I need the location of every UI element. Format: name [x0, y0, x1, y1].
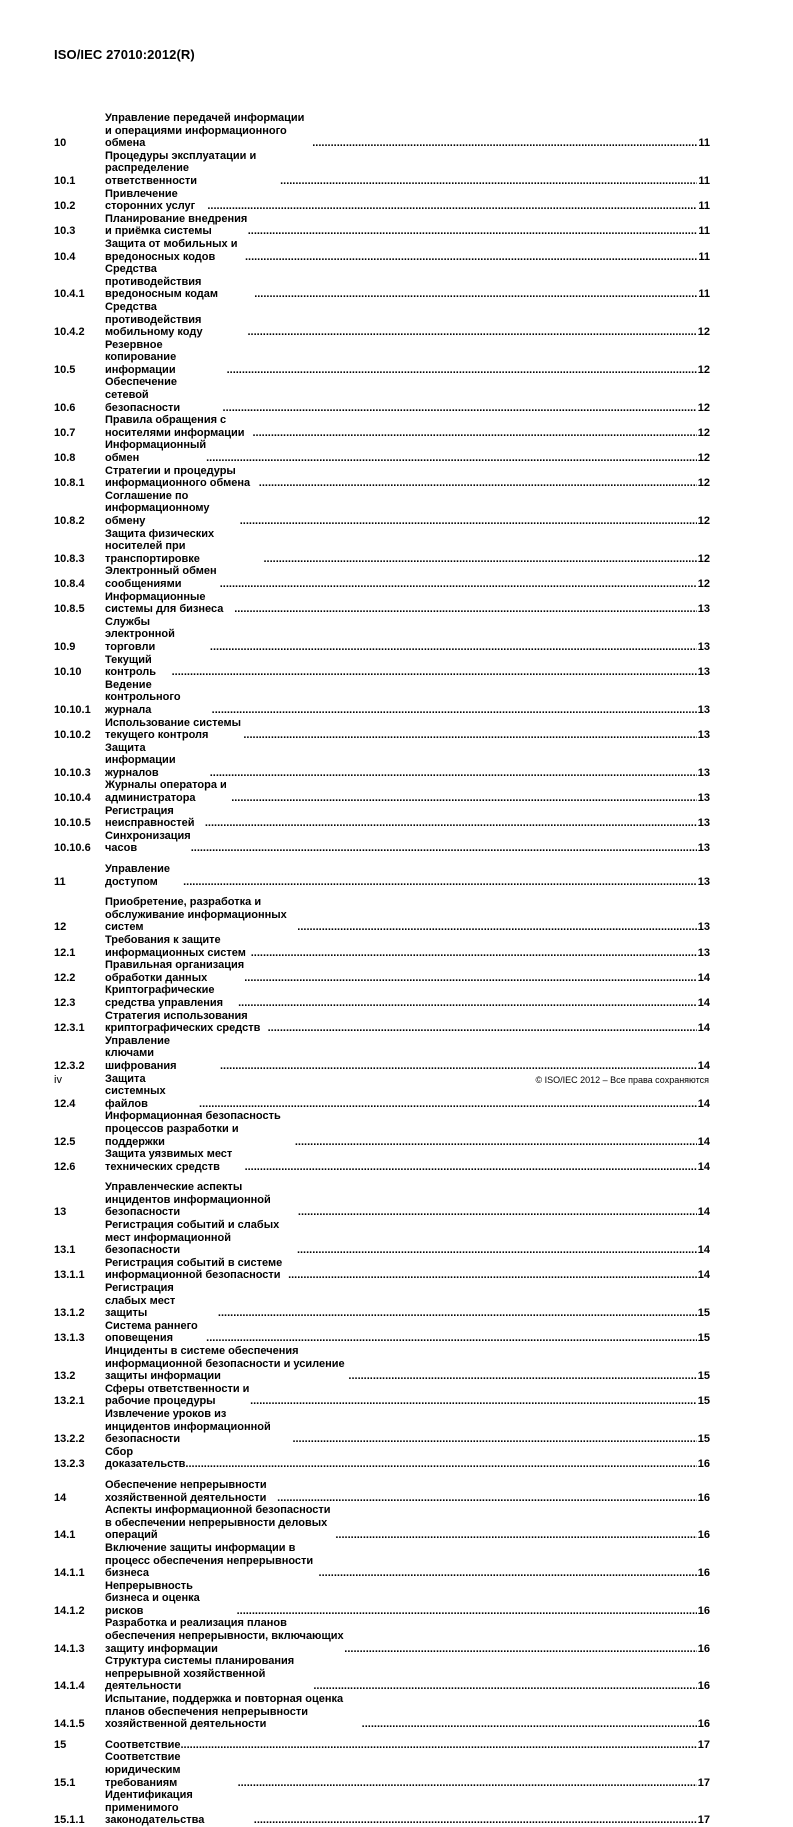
toc-entry-page: 15	[697, 1395, 710, 1408]
toc-entry-number: 13.1.1	[54, 1269, 85, 1282]
toc-leader-dots	[220, 1060, 697, 1073]
toc-entry-number: 12.3.1	[54, 1022, 85, 1035]
toc-entry-title: Структура системы планирования непрерывной хозяйственной деятельности	[105, 1655, 295, 1693]
toc-entry-number: 15	[54, 1738, 67, 1751]
toc-entry-title: Испытание, поддержка и повторная оценка планов обеспечения непрерывности хозяйственной деятельности	[105, 1693, 344, 1731]
toc-entry-title: Разработка и реализация планов обеспечения непрерывности, включающих защиту информации	[105, 1617, 344, 1655]
toc-entry-number: 12.4	[54, 1097, 76, 1110]
toc-leader-dots	[312, 137, 697, 150]
toc-entry-page: 13	[697, 703, 710, 716]
toc-entry-title: Обеспечение непрерывности хозяйственной деятельности	[105, 1478, 267, 1504]
toc-entry[interactable]	[54, 465, 710, 490]
toc-entry-number: 10.3	[54, 225, 76, 238]
toc-entry-number: 10.10.1	[54, 703, 91, 716]
toc-entry-title: Инциденты в системе обеспечения информационной безопасности и усиление защиты информации	[105, 1345, 345, 1383]
toc-entry-number: 13.2.1	[54, 1395, 85, 1408]
toc-entry-number: 10.2	[54, 200, 76, 213]
toc-entry-title: Извлечение уроков из инцидентов информационной безопасности	[105, 1407, 271, 1446]
toc-entry-number: 15.1.1	[54, 1814, 85, 1827]
toc-entry-title: Включение защиты информации в процесс обеспечения непрерывности бизнеса	[105, 1541, 314, 1580]
table-of-contents	[54, 112, 710, 1827]
toc-entry-number: 10.7	[54, 426, 76, 439]
toc-entry-page: 14	[697, 1206, 710, 1219]
toc-entry-title: Криптографические средства управления	[105, 984, 224, 1009]
toc-entry[interactable]	[54, 1617, 710, 1655]
toc-entry-page: 11	[698, 250, 710, 263]
toc-entry-page: 17	[697, 1776, 710, 1789]
toc-entry-page: 14	[697, 1022, 710, 1035]
toc-entry-title: Средства противодействия мобильному коду	[105, 300, 203, 339]
toc-entry-title: Соответствие юридическим требованиям	[105, 1751, 181, 1789]
toc-entry-title: Ведение контрольного журнала	[105, 678, 181, 716]
toc-entry-number: 13.1	[54, 1244, 76, 1257]
toc-entry-title: Управление доступом	[105, 863, 171, 888]
toc-entry-page: 11	[698, 137, 710, 150]
toc-entry-number: 10.8.2	[54, 515, 85, 527]
toc-entry-number: 12.3	[54, 996, 76, 1009]
toc-entry-number: 14.1.1	[54, 1567, 85, 1580]
toc-leader-dots	[210, 767, 697, 780]
toc-leader-dots	[254, 1814, 697, 1827]
toc-leader-dots	[237, 1605, 697, 1618]
toc-entry[interactable]	[54, 830, 710, 855]
toc-leader-dots	[335, 1529, 696, 1542]
toc-entry-page: 13	[697, 946, 710, 959]
toc-leader-dots	[199, 1098, 697, 1111]
toc-entry-page: 15	[697, 1370, 710, 1383]
toc-entry-title: Соответствие	[105, 1738, 181, 1751]
toc-entry[interactable]	[54, 1542, 710, 1580]
toc-entry-title: Резервное копирование информации	[105, 338, 177, 376]
toc-leader-dots	[223, 402, 697, 415]
toc-leader-dots	[280, 175, 697, 188]
toc-entry-title: Управленческие аспекты инцидентов информационной безопасности	[105, 1181, 271, 1219]
toc-entry-page: 13	[697, 921, 710, 934]
toc-entry-number: 13	[54, 1206, 67, 1219]
toc-entry-page: 16	[697, 1642, 710, 1655]
toc-entry-title: Аспекты информационной безопасности в обеспечении непрерывности деловых операций	[105, 1504, 331, 1542]
toc-entry-page: 12	[697, 515, 710, 527]
toc-entry-number: 10.1	[54, 174, 76, 187]
toc-entry-title: Журналы оператора и администратора	[105, 779, 227, 805]
toc-entry[interactable]	[54, 779, 710, 804]
toc-entry-title: Информационный обмен	[105, 439, 207, 465]
toc-entry-page: 16	[697, 1567, 710, 1580]
toc-leader-dots	[295, 1136, 697, 1149]
toc-entry-title: Средства противодействия вредоносным кодам	[105, 263, 219, 301]
toc-entry-title: Непрерывность бизнеса и оценка рисков	[105, 1579, 200, 1617]
toc-leader-dots	[185, 1458, 696, 1471]
toc-leader-dots	[297, 921, 696, 934]
toc-entry[interactable]	[54, 1345, 710, 1383]
toc-entry-title: Защита физических носителей при транспортировке	[105, 527, 215, 565]
toc-entry-page: 12	[697, 552, 710, 565]
toc-entry-number: 12.5	[54, 1135, 76, 1148]
toc-entry[interactable]	[54, 528, 710, 566]
toc-leader-dots	[248, 225, 698, 238]
toc-entry-page: 13	[697, 875, 710, 888]
toc-entry-title: Привлечение сторонних услуг	[105, 187, 196, 213]
toc-leader-dots	[218, 1307, 697, 1320]
toc-entry-page: 14	[697, 1059, 710, 1072]
toc-entry-title: Управление передачей информации и операциями информационного обмена	[105, 112, 305, 150]
toc-entry[interactable]	[54, 742, 710, 780]
toc-entry-title: Службы электронной торговли	[105, 615, 175, 653]
toc-entry-number: 12.1	[54, 946, 76, 959]
toc-entry-page: 12	[697, 363, 710, 376]
toc-entry[interactable]	[54, 616, 710, 654]
toc-entry-number: 15.1	[54, 1776, 76, 1789]
toc-leader-dots	[207, 200, 697, 213]
toc-entry-title: Защита информации журналов	[105, 741, 176, 779]
toc-entry-number: 10.9	[54, 640, 76, 653]
toc-entry-title: Регистрация неисправностей	[105, 804, 195, 830]
toc-entry-page: 12	[697, 326, 710, 339]
toc-entry-title: Правила обращения с носителями информации	[105, 414, 245, 439]
toc-entry-number: 10.8.4	[54, 577, 85, 590]
toc-leader-dots	[191, 842, 697, 855]
toc-leader-dots	[231, 792, 697, 805]
toc-entry[interactable]	[54, 1148, 710, 1173]
toc-leader-dots	[259, 477, 697, 490]
toc-leader-dots	[206, 452, 697, 465]
toc-entry-page: 13	[697, 792, 710, 805]
toc-entry-number: 12.2	[54, 971, 76, 984]
toc-entry[interactable]	[54, 1219, 710, 1257]
toc-entry-title: Синхронизация часов	[105, 829, 191, 855]
toc-leader-dots	[298, 1206, 697, 1219]
toc-entry[interactable]	[54, 238, 710, 263]
toc-leader-dots	[250, 1395, 697, 1408]
toc-entry-page: 16	[697, 1680, 710, 1693]
toc-entry[interactable]	[54, 863, 710, 888]
toc-entry-title: Электронный обмен сообщениями	[105, 565, 217, 590]
toc-entry[interactable]	[54, 1010, 710, 1035]
toc-entry-number: 10.10.2	[54, 729, 91, 742]
toc-entry-title: Защита уязвимых мест технических средств	[105, 1148, 233, 1173]
toc-leader-dots	[247, 326, 696, 339]
toc-entry-title: Соглашение по информационному обмену	[105, 489, 210, 527]
toc-entry-number: 10.8.1	[54, 477, 85, 490]
toc-leader-dots	[234, 603, 697, 616]
toc-leader-dots	[251, 947, 697, 960]
toc-entry-number: 10.10.3	[54, 766, 91, 779]
toc-entry[interactable]	[54, 959, 710, 984]
toc-entry-number: 10.6	[54, 401, 76, 414]
toc-entry[interactable]	[54, 1446, 710, 1471]
toc-entry[interactable]	[54, 984, 710, 1009]
toc-entry[interactable]	[54, 1580, 710, 1618]
toc-entry-number: 13.1.2	[54, 1307, 85, 1320]
toc-leader-dots	[205, 817, 697, 830]
toc-entry[interactable]	[54, 439, 710, 464]
toc-entry-title: Обеспечение сетевой безопасности	[105, 376, 181, 414]
toc-entry-number: 10.8	[54, 452, 76, 465]
toc-entry-number: 10.8.5	[54, 603, 85, 616]
toc-entry-number: 14.1.4	[54, 1680, 85, 1693]
toc-entry-number: 10.4.1	[54, 288, 85, 301]
toc-entry-page: 12	[697, 426, 710, 439]
toc-entry-number: 10.4	[54, 250, 76, 263]
toc-entry-title: Стратегия использования криптографических средств	[105, 1009, 261, 1035]
toc-entry-title: Информационная безопасность процессов разработки и поддержки	[105, 1110, 281, 1148]
toc-leader-dots	[254, 288, 697, 301]
toc-entry-number: 10.10	[54, 666, 82, 679]
toc-entry[interactable]	[54, 414, 710, 439]
toc-entry-title: Защита от мобильных и вредоносных кодов	[105, 237, 238, 263]
toc-entry-number: 10.5	[54, 363, 76, 376]
toc-entry-page: 13	[697, 603, 710, 616]
toc-entry-title: Текущий контроль	[105, 653, 157, 679]
toc-leader-dots	[227, 364, 697, 377]
toc-entry-page: 16	[697, 1458, 710, 1471]
toc-entry-page: 11	[698, 225, 710, 238]
toc-entry[interactable]	[54, 1282, 710, 1320]
toc-entry-title: Процедуры эксплуатации и распределение ответственности	[105, 149, 257, 187]
toc-entry[interactable]	[54, 376, 710, 414]
toc-entry[interactable]	[54, 1504, 710, 1542]
toc-entry-number: 14	[54, 1491, 67, 1504]
toc-leader-dots	[238, 997, 697, 1010]
toc-leader-dots	[206, 1332, 697, 1345]
toc-entry[interactable]	[54, 591, 710, 616]
document-header: ISO/IEC 27010:2012(R)	[54, 47, 195, 62]
page-number: iv	[54, 1074, 62, 1086]
toc-entry-title: Система раннего оповещения	[105, 1319, 198, 1345]
toc-leader-dots	[348, 1370, 696, 1383]
toc-entry-page: 13	[697, 640, 710, 653]
toc-entry[interactable]	[54, 565, 710, 590]
copyright-notice: © ISO/IEC 2012 – Все права сохраняются	[535, 1075, 709, 1085]
toc-entry-page: 12	[697, 577, 710, 590]
toc-leader-dots	[183, 876, 697, 889]
toc-leader-dots	[288, 1269, 697, 1282]
toc-entry-title: Стратегии и процедуры информационного обмена	[105, 464, 251, 490]
toc-entry-title: Регистрация слабых мест защиты	[105, 1282, 176, 1320]
toc-entry-page: 16	[697, 1718, 710, 1731]
toc-entry-title: Приобретение, разработка и обслуживание информационных систем	[105, 896, 287, 934]
toc-entry-page: 15	[697, 1307, 710, 1320]
toc-entry-page: 11	[698, 200, 710, 213]
toc-entry-number: 10.8.3	[54, 552, 85, 565]
toc-leader-dots	[172, 666, 697, 679]
toc-leader-dots	[212, 704, 697, 717]
toc-entry[interactable]	[54, 339, 710, 377]
toc-leader-dots	[245, 1161, 697, 1174]
toc-entry-number: 12	[54, 921, 67, 934]
toc-entry-number: 13.1.3	[54, 1332, 85, 1345]
toc-entry-number: 14.1	[54, 1529, 76, 1542]
toc-leader-dots	[277, 1492, 697, 1505]
toc-entry[interactable]	[54, 263, 710, 301]
toc-entry-number: 13.2.2	[54, 1433, 85, 1446]
toc-entry-page: 12	[697, 401, 710, 414]
toc-entry-page: 13	[697, 666, 710, 679]
toc-leader-dots	[220, 578, 697, 591]
toc-entry-title: Информационные системы для бизнеса	[105, 590, 224, 616]
toc-leader-dots	[268, 1022, 697, 1035]
toc-entry-number: 10.10.4	[54, 792, 91, 805]
toc-entry-page: 12	[697, 452, 710, 465]
toc-entry[interactable]	[54, 1257, 710, 1282]
toc-entry[interactable]	[54, 934, 710, 959]
toc-entry-page: 11	[698, 288, 710, 301]
toc-leader-dots	[245, 251, 697, 264]
toc-entry[interactable]	[54, 150, 710, 188]
toc-entry-page: 14	[697, 1244, 710, 1257]
toc-entry[interactable]	[54, 1320, 710, 1345]
toc-entry-page: 13	[697, 766, 710, 779]
toc-entry-page: 14	[697, 1269, 710, 1282]
toc-entry[interactable]	[54, 1035, 710, 1073]
toc-entry-title: Регистрация событий и слабых мест информационной безопасности	[105, 1219, 280, 1257]
toc-entry[interactable]	[54, 112, 710, 150]
toc-entry-number: 14.1.5	[54, 1718, 85, 1731]
toc-entry[interactable]	[54, 1383, 710, 1408]
toc-leader-dots	[210, 641, 697, 654]
toc-leader-dots	[240, 515, 697, 528]
toc-leader-dots	[313, 1680, 696, 1693]
toc-entry-title: Идентификация применимого законодательства	[105, 1789, 205, 1827]
toc-entry-page: 13	[697, 729, 710, 742]
toc-entry-page: 16	[697, 1604, 710, 1617]
toc-entry[interactable]	[54, 301, 710, 339]
toc-entry-number: 13.2.3	[54, 1458, 85, 1471]
toc-entry-number: 13.2	[54, 1370, 76, 1383]
toc-entry-number: 10	[54, 137, 67, 150]
toc-entry-title: Использование системы текущего контроля	[105, 716, 241, 742]
toc-leader-dots	[319, 1567, 697, 1580]
toc-entry-page: 15	[697, 1332, 710, 1345]
toc-entry[interactable]	[54, 679, 710, 717]
toc-entry[interactable]	[54, 1408, 710, 1446]
toc-entry-number: 10.10.6	[54, 842, 91, 855]
toc-entry-number: 14.1.3	[54, 1642, 85, 1655]
toc-entry-page: 15	[697, 1433, 710, 1446]
toc-entry-title: Планирование внедрения и приёмка системы	[105, 212, 248, 238]
toc-entry-number: 10.4.2	[54, 326, 85, 339]
toc-entry[interactable]	[54, 805, 710, 830]
toc-leader-dots	[362, 1718, 697, 1731]
toc-entry-page: 11	[698, 174, 710, 187]
toc-entry-page: 17	[697, 1814, 710, 1827]
toc-entry-page: 14	[697, 1097, 710, 1110]
toc-leader-dots	[238, 1777, 697, 1790]
toc-entry-title: Защита системных файлов	[105, 1072, 166, 1110]
toc-entry-page: 17	[697, 1738, 710, 1751]
toc-leader-dots	[292, 1433, 696, 1446]
toc-entry[interactable]	[54, 1751, 710, 1789]
toc-entry-title: Регистрация событий в системе информационной безопасности	[105, 1256, 283, 1282]
toc-entry[interactable]	[54, 213, 710, 238]
toc-entry-page: 13	[697, 842, 710, 855]
toc-entry[interactable]	[54, 1739, 710, 1752]
toc-leader-dots	[263, 553, 696, 566]
toc-entry-page: 14	[697, 996, 710, 1009]
toc-entry-title: Требования к защите информационных систем	[105, 934, 246, 959]
toc-entry[interactable]	[54, 654, 710, 679]
toc-entry[interactable]	[54, 1789, 710, 1827]
toc-entry-page: 14	[697, 971, 710, 984]
toc-entry[interactable]	[54, 188, 710, 213]
toc-entry-number: 14.1.2	[54, 1604, 85, 1617]
toc-entry-page: 14	[697, 1135, 710, 1148]
toc-entry-number: 10.10.5	[54, 817, 91, 830]
toc-entry[interactable]	[54, 1181, 710, 1219]
toc-entry-page: 12	[697, 477, 710, 490]
toc-entry-title: Сбор доказательств	[105, 1445, 186, 1471]
toc-entry[interactable]	[54, 717, 710, 742]
toc-entry[interactable]	[54, 1110, 710, 1148]
toc-entry-number: 11	[54, 875, 66, 888]
toc-entry[interactable]	[54, 490, 710, 528]
toc-entry-page: 16	[697, 1529, 710, 1542]
toc-entry-page: 14	[697, 1160, 710, 1173]
toc-leader-dots	[180, 1739, 696, 1752]
toc-entry[interactable]	[54, 1655, 710, 1693]
toc-entry-title: Управление ключами шифрования	[105, 1034, 177, 1072]
toc-leader-dots	[243, 729, 696, 742]
toc-leader-dots	[252, 427, 696, 440]
toc-entry-number: 12.6	[54, 1160, 76, 1173]
toc-leader-dots	[297, 1244, 697, 1257]
toc-entry-number: 12.3.2	[54, 1059, 85, 1072]
toc-entry-page: 13	[697, 817, 710, 830]
toc-leader-dots	[344, 1643, 696, 1656]
toc-entry-title: Правильная организация обработки данных	[105, 959, 245, 984]
toc-entry-title: Сферы ответственности и рабочие процедуры	[105, 1382, 250, 1408]
toc-leader-dots	[244, 972, 697, 985]
toc-entry[interactable]	[54, 1479, 710, 1504]
toc-entry-page: 16	[697, 1491, 710, 1504]
toc-entry[interactable]	[54, 1693, 710, 1731]
toc-entry[interactable]	[54, 896, 710, 934]
